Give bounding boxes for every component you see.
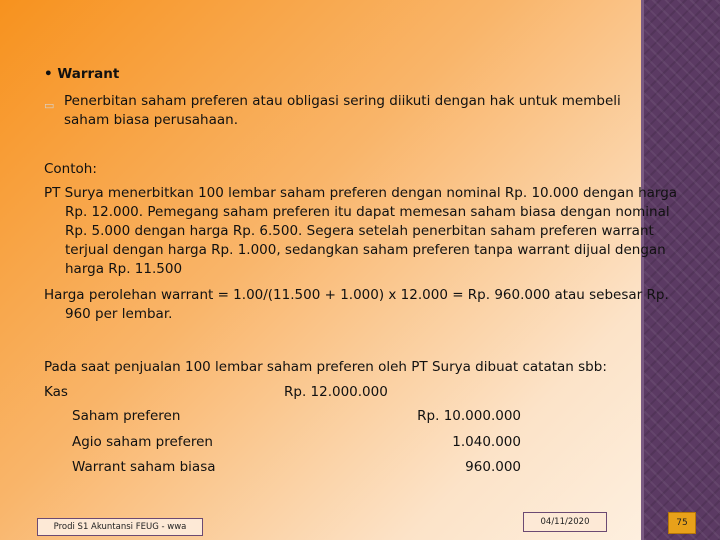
journal-credit-account: Warrant saham biasa: [72, 459, 216, 475]
journal-debit-amount: Rp. 12.000.000: [284, 384, 388, 400]
bullet-paragraph: Penerbitan saham preferen atau obligasi sering diikuti dengan hak untuk membeli saham biasa perusahaan.: [64, 93, 621, 128]
slide-heading: • Warrant: [44, 66, 120, 82]
page-number: 75: [668, 512, 696, 534]
bullet-icon: ▭: [44, 99, 55, 112]
footer-date: 04/11/2020: [523, 512, 607, 532]
journal-debit-account: Kas: [44, 384, 68, 400]
journal-credit-amount: 1.040.000: [452, 434, 521, 450]
example-label: Contoh:: [44, 161, 97, 177]
journal-intro: Pada saat penjualan 100 lembar saham preferen oleh PT Surya dibuat catatan sbb:: [44, 359, 607, 375]
calculation-paragraph: Harga perolehan warrant = 1.00/(11.500 + 1.000) x 12.000 = Rp. 960.000 atau sebesar Rp. 960 per lembar.: [44, 287, 669, 322]
journal-credit-amount: Rp. 10.000.000: [417, 408, 521, 424]
example-paragraph: PT Surya menerbitkan 100 lembar saham preferen dengan nominal Rp. 10.000 dengan harga Rp. 12.000. Pemegang saham preferen itu dapat memesan saham biasa dengan nominal Rp. 5.000 dengan harga Rp. 6.500. Segera setelah penerbitan saham preferen warrant terjual dengan harga Rp. 1.000, sedangkan saham preferen tanpa warrant dijual dengan harga Rp. 11.500: [44, 185, 678, 277]
journal-credit-account: Agio saham preferen: [72, 434, 213, 450]
footer-course-label: Prodi S1 Akuntansi FEUG - wwa: [37, 518, 203, 536]
journal-credit-amount: 960.000: [465, 459, 521, 475]
journal-credit-account: Saham preferen: [72, 408, 181, 424]
